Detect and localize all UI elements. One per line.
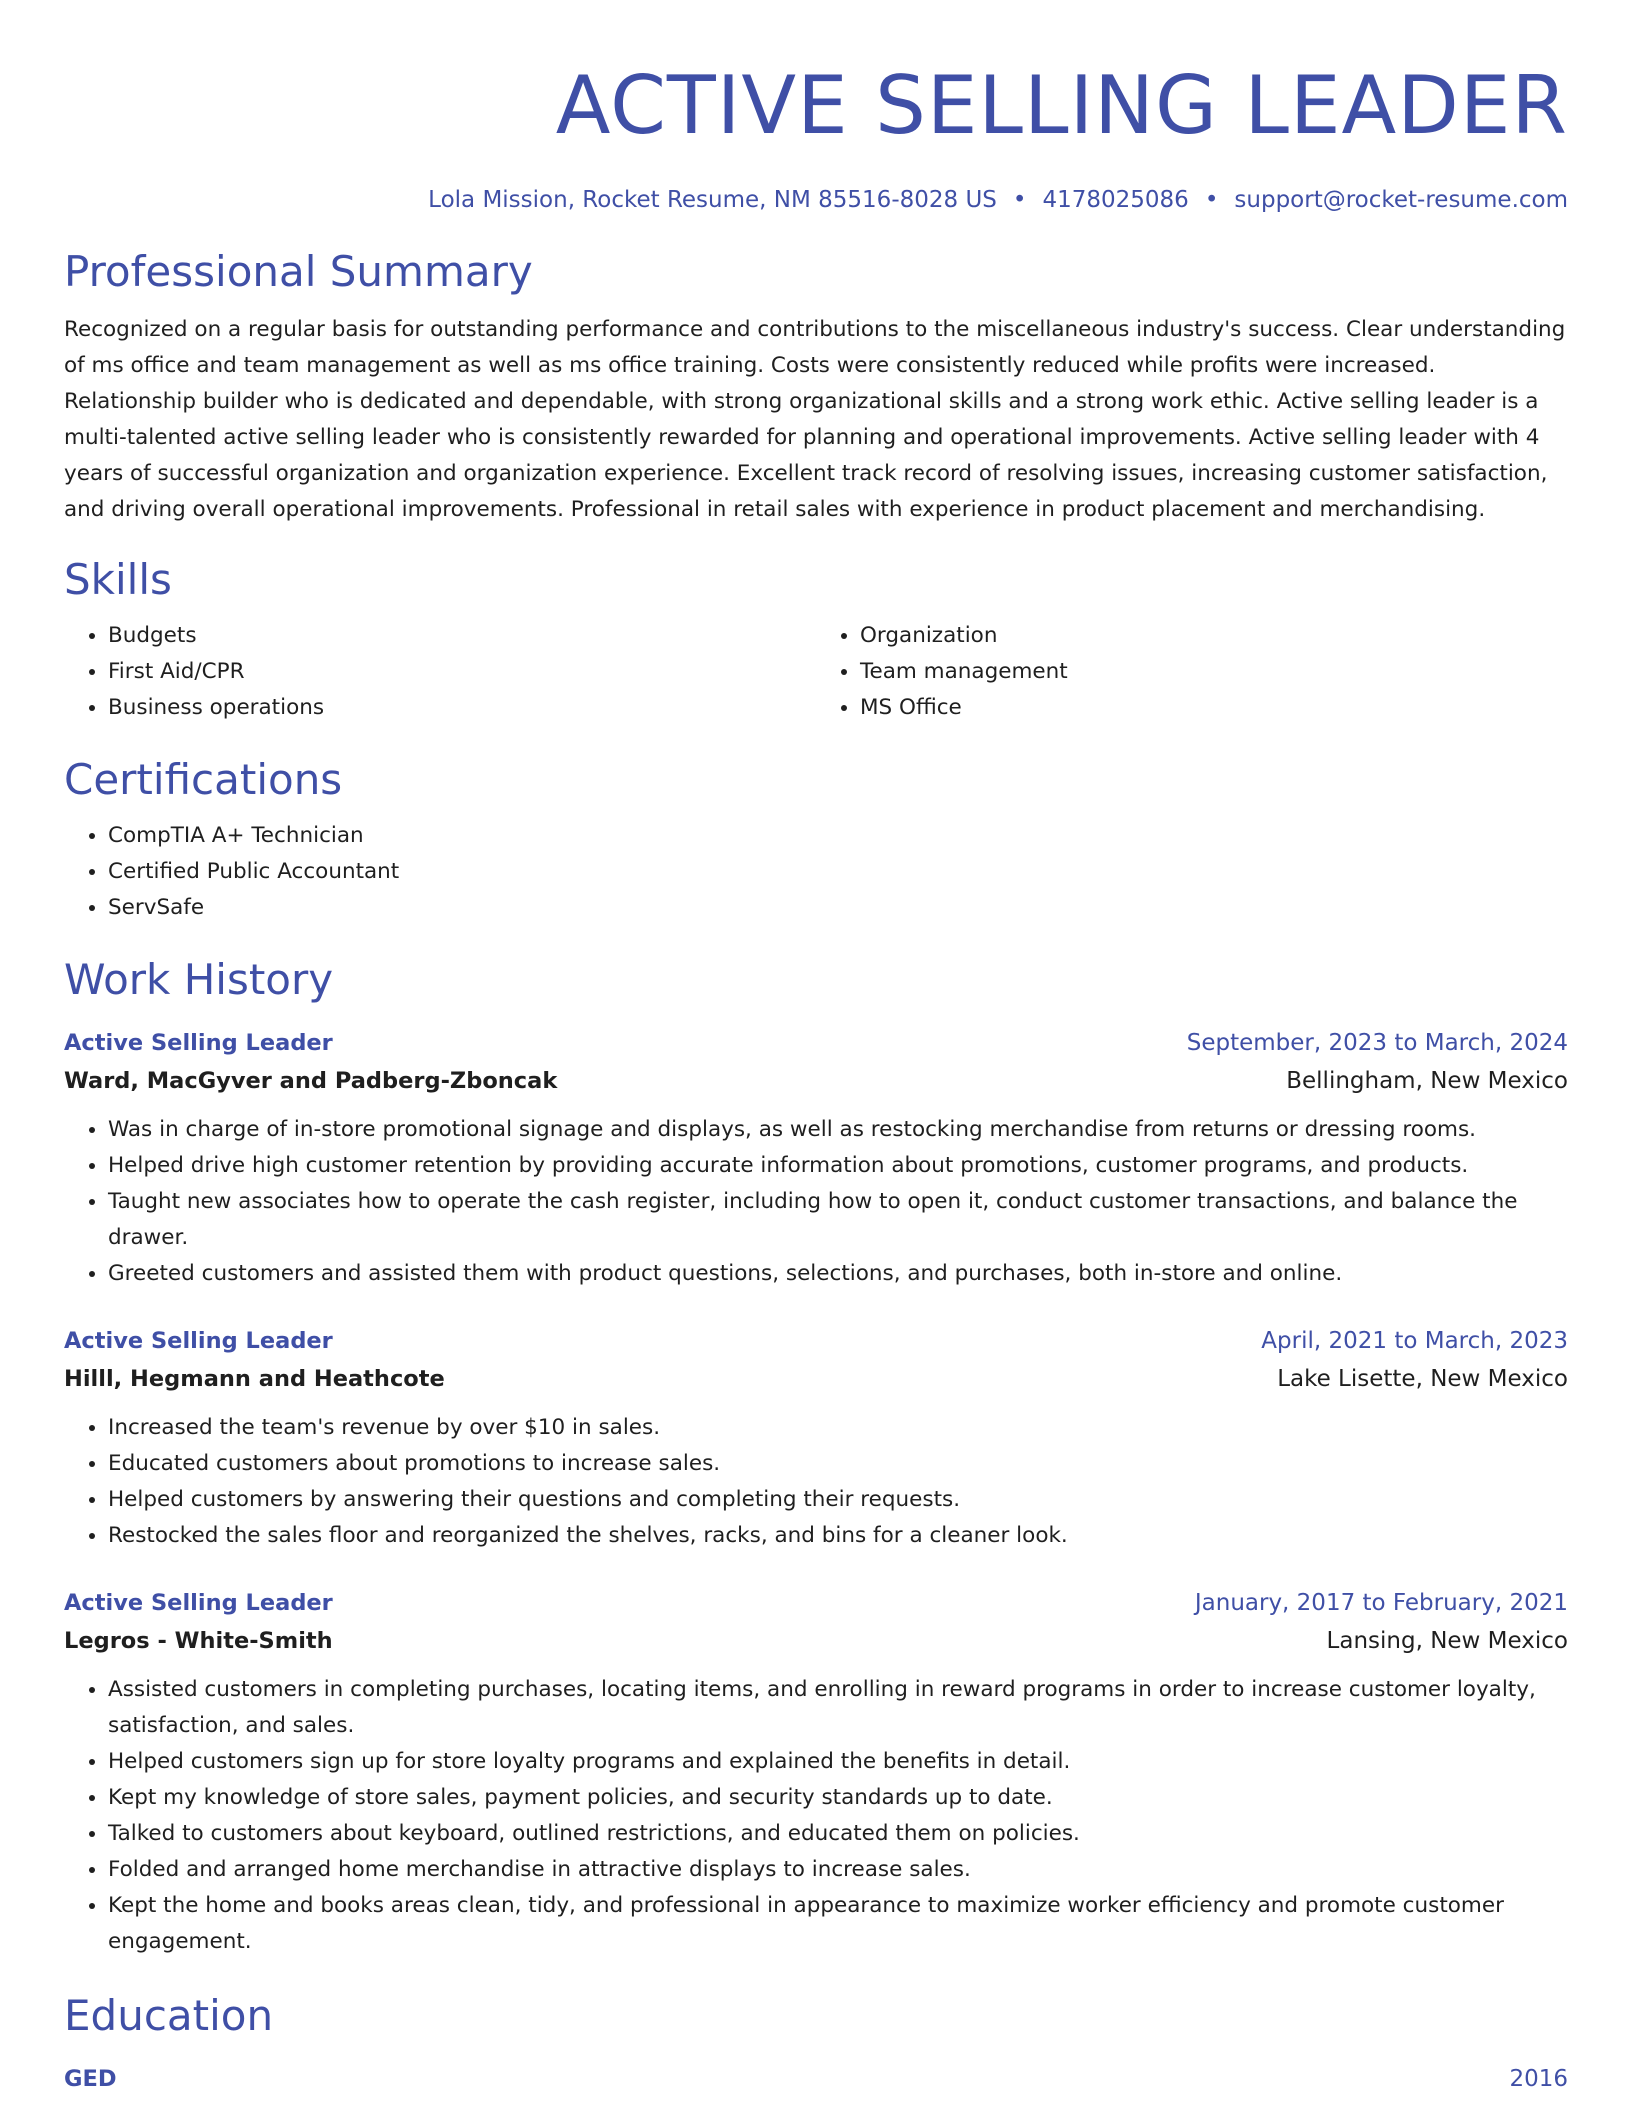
job-bullet: • Helped customers by answering their questions and completing their requests. xyxy=(108,1482,1568,1518)
skills-column-left xyxy=(64,618,816,726)
job-bullet: • Helped customers sign up for store loyalty programs and explained the benefits in detail. xyxy=(108,1744,1568,1780)
skills-heading: Skills xyxy=(64,555,172,604)
job-title-row xyxy=(64,1322,1568,1360)
job-bullet: • Restocked the sales floor and reorganized the shelves, racks, and bins for a cleaner look. xyxy=(108,1518,1568,1554)
job-bullets xyxy=(64,1112,1568,1292)
job-bullet: • Assisted customers in completing purchases, locating items, and enrolling in reward programs in order to increase customer loyalty, satisfaction, and sales. xyxy=(108,1672,1568,1744)
skill-item: • Business operations xyxy=(108,690,816,726)
certification-item: • ServSafe xyxy=(108,890,1568,926)
job-bullet: • Increased the team's revenue by over $10 in sales. xyxy=(108,1410,1568,1446)
job-title-row xyxy=(64,1584,1568,1622)
job-title-row xyxy=(64,1024,1568,1062)
contact-email[interactable]: support@rocket-resume.com xyxy=(1234,187,1568,213)
job-bullet: • Was in charge of in-store promotional signage and displays, as well as restocking merchandise from returns or dressing rooms. xyxy=(108,1112,1568,1148)
education-degree: GED xyxy=(64,2066,117,2092)
contact-separator: • xyxy=(1012,187,1027,213)
job-company-row xyxy=(64,1360,1568,1398)
certifications-heading: Certifications xyxy=(64,755,343,804)
job-bullet: • Educated customers about promotions to increase sales. xyxy=(108,1446,1568,1482)
job-bullets xyxy=(64,1410,1568,1554)
job-location: Lake Lisette, New Mexico xyxy=(1277,1366,1568,1392)
work-history-heading: Work History xyxy=(64,955,334,1004)
contact-phone: 4178025086 xyxy=(1042,187,1189,213)
education-year: 2016 xyxy=(1509,2066,1568,2092)
job-bullet: • Taught new associates how to operate the cash register, including how to open it, conduct customer transactions, and balance the drawer. xyxy=(108,1184,1568,1256)
job-bullet: • Greeted customers and assisted them with product questions, selections, and purchases, both in-store and online. xyxy=(108,1256,1568,1292)
skill-item: • Team management xyxy=(860,654,1568,690)
job-entry xyxy=(64,1322,1568,1554)
certifications-list xyxy=(64,818,1568,926)
job-company-row xyxy=(64,1062,1568,1100)
job-title: Active Selling Leader xyxy=(64,1030,333,1056)
education-heading: Education xyxy=(64,1991,274,2040)
job-entry xyxy=(64,1584,1568,1960)
job-dates: April, 2021 to March, 2023 xyxy=(1261,1328,1568,1354)
job-title: Active Selling Leader xyxy=(64,1590,333,1616)
job-bullet: • Talked to customers about keyboard, outlined restrictions, and educated them on policies. xyxy=(108,1816,1568,1852)
job-company-row xyxy=(64,1622,1568,1660)
contact-separator: • xyxy=(1204,187,1219,213)
skills-column-right xyxy=(816,618,1568,726)
summary-text: Recognized on a regular basis for outstanding performance and contributions to the miscellaneous industry's success. Clear understanding of ms office and team management as well as ms office training. Costs were consistently reduced while profits were increased. Relationship builder who is dedicated and dependable, with strong organizational skills and a strong work ethic. Active selling leader is a multi-talented active selling leader who is consistently rewarded for planning and operational improvements. Active selling leader with 4 years of successful organization and organization experience. Excellent track record of resolving issues, increasing customer satisfaction, and driving overall operational improvements. Professional in retail sales with experience in product placement and merchandising. xyxy=(64,317,1566,522)
job-bullets xyxy=(64,1672,1568,1960)
skill-item: • First Aid/CPR xyxy=(108,654,816,690)
skills-list xyxy=(64,618,1568,726)
job-title: Active Selling Leader xyxy=(64,1328,333,1354)
certification-item: • CompTIA A+ Technician xyxy=(108,818,1568,854)
job-dates: September, 2023 to March, 2024 xyxy=(1186,1030,1568,1056)
skill-item: • MS Office xyxy=(860,690,1568,726)
education-row xyxy=(64,2060,1568,2098)
job-bullet: • Helped drive high customer retention by providing accurate information about promotions, customer programs, and products. xyxy=(108,1148,1568,1184)
skill-item: • Organization xyxy=(860,618,1568,654)
skill-item: • Budgets xyxy=(108,618,816,654)
job-dates: January, 2017 to February, 2021 xyxy=(1194,1590,1568,1616)
job-company: Hilll, Hegmann and Heathcote xyxy=(64,1366,445,1392)
job-entry xyxy=(64,1024,1568,1292)
job-bullet: • Folded and arranged home merchandise in attractive displays to increase sales. xyxy=(108,1852,1568,1888)
contact-line xyxy=(64,184,1568,216)
resume-page xyxy=(64,0,1568,2098)
contact-address: Lola Mission, Rocket Resume, NM 85516-8028 US xyxy=(428,187,997,213)
candidate-name: ACTIVE SELLING LEADER xyxy=(555,59,1568,152)
job-bullet: • Kept my knowledge of store sales, payment policies, and security standards up to date. xyxy=(108,1780,1568,1816)
certification-item: • Certified Public Accountant xyxy=(108,854,1568,890)
summary-heading: Professional Summary xyxy=(64,247,533,296)
job-company: Legros - White-Smith xyxy=(64,1628,333,1654)
job-company: Ward, MacGyver and Padberg-Zboncak xyxy=(64,1068,558,1094)
job-location: Bellingham, New Mexico xyxy=(1286,1068,1568,1094)
job-bullet: • Kept the home and books areas clean, tidy, and professional in appearance to maximize worker efficiency and promote customer engagement. xyxy=(108,1888,1568,1960)
job-location: Lansing, New Mexico xyxy=(1326,1628,1568,1654)
